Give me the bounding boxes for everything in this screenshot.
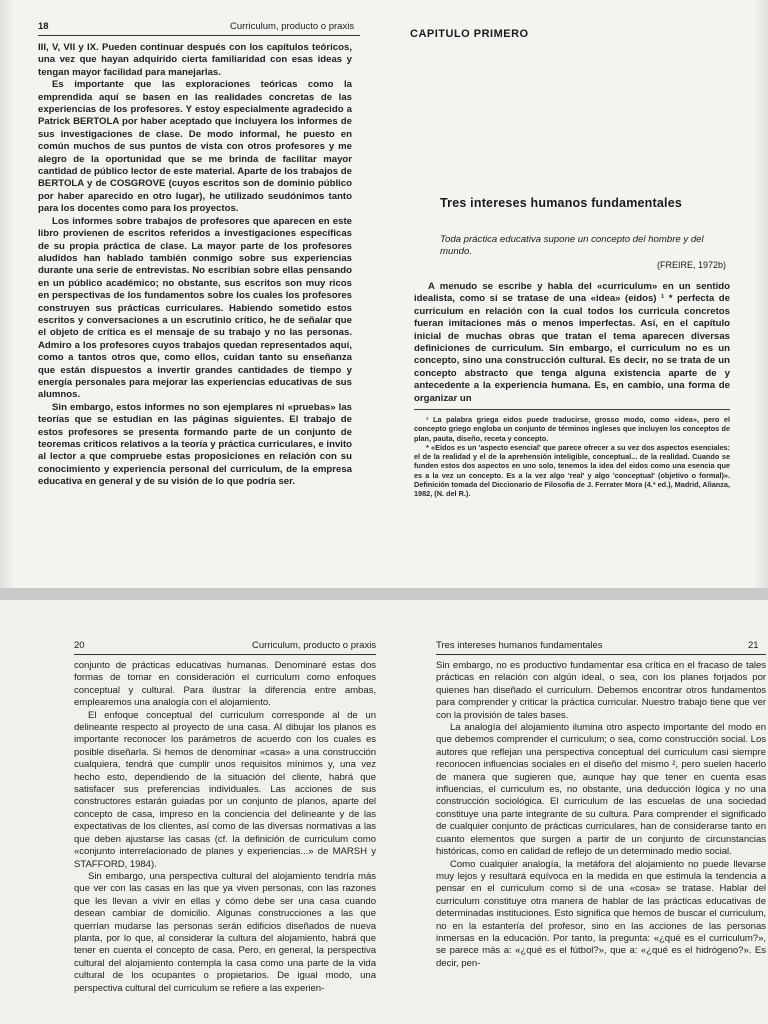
bottom-spread [0, 600, 768, 1024]
spread-separator [0, 588, 768, 600]
page-number: 21 [748, 640, 759, 651]
running-head-title: Curriculum, producto o praxis [252, 640, 377, 651]
section-title: Tres intereses humanos fundamentales [440, 196, 683, 210]
paragraph: conjunto de prácticas educativas humanas. Denominaré estas dos formas de tomar en consideración el curriculum como enfoques conceptual y cultural. Para ilustrar la diferencia entre ambas, emplearemos una analogía con el alojamiento. [74, 660, 376, 709]
header-rule [38, 35, 360, 36]
running-head-title: Curriculum, producto o praxis [230, 21, 355, 32]
running-head-title: Tres intereses humanos fundamentales [436, 640, 603, 651]
body-text [414, 281, 730, 405]
body-text [38, 42, 352, 489]
body-text [436, 660, 766, 970]
paragraph: Es importante que las exploraciones teóricas como la emprendida aquí se basen en las realidades concretas de las experiencias de los profesores. Y estoy especialmente agradecido a Patrick BERTOLA por haber aceptado que incluyera los informes de sus investigaciones de clase. De modo informal, he puesto en común muchos de sus puntos de vista con otros profesores y me alegro de la oportunidad que se me brinda de facilitar mayor cantidad de público lector de este material. Aparte de los trabajos de BERTOLA y de COSGROVE (cuyos escritos son de dominio público por haber aparecido en otro lugar), he utilizado seudónimos tanto para los docentes como para los proyectos. [38, 79, 352, 215]
paragraph: El enfoque conceptual del curriculum corresponde al de un delineante respecto al proyecto de una casa. Al dibujar los planos es importante reconocer los parámetros de acuerdo con los cuales es posible diseñarla. Si hemos de denominar «casa» a una construcción cualquiera, tendrá que cumplir unos requisitos mínimos y, una vez hecho esto, dependiendo de la situación del cliente, habrá que satisfacer sus preferencias individuales. Las acciones de sus constructores estarán guiadas por un conjunto de planos, aparte del concepto de casa, impreso en la conciencia del delineante y de las expectativas de los clientes, así como de las diversas normativas a las que deben ajustarse las casas (cf. la definición de curriculum como «conjunto interrelacionado de planes y experiencias...» de MARSH y STAFFORD, 1984). [74, 709, 376, 870]
page-number: 18 [38, 21, 49, 32]
footnote: ¹ La palabra griega eidos puede traducirse, grosso modo, como «idea», pero el concepto griego engloba un conjunto de términos ingleses que incluyen los conceptos de plan, pauta, diseño, receta y concepto. [414, 415, 730, 443]
paragraph: Como cualquier analogía, la metáfora del alojamiento no puede llevarse muy lejos y resultará equívoca en la medida en que estimula la tendencia a pensar en el curriculum como si de una «cosa» se tratase. Hablar del curriculum constituye otra manera de hablar de las prácticas educativas de determinadas instituciones. Esto significa que hemos de buscar el curriculum, no en la estantería del profesor, sino en las acciones de las personas inmersas en la educación. Por tanto, la pregunta: «¿qué es el curriculum?», se parece más a: «¿qué es el fútbol?», que a: «¿qué es el hidrógeno?». Es decir, pen- [436, 858, 766, 969]
page-edge-shadow [754, 0, 768, 588]
footnote: * «Eidos es un 'aspecto esencial' que parece ofrecer a su vez dos aspectos esenciales: el de la realidad y el de la aprehensión inteligible, conceptual... de la realidad. Cuando se funden estos dos aspectos en uno solo, tenemos la idea del eidos como una esencia que es a la vez un concepto. Es a la vez algo 'real' y algo 'conceptual' (objetivo o formal)». Definición tomada del Diccionario de Filosofía de J. Ferrater Mora (4.ª ed.), Madrid, Alianza, 1982, (N. del R.). [414, 442, 730, 499]
paragraph: Sin embargo, estos informes no son ejemplares ni «pruebas» las teorías que se estudian en las páginas siguientes. El trabajo de estos profesores se presenta formando parte de un conjunto de teoremas críticos relativos a la teoría y práctica curriculares, e invito al lector a que compruebe estas proposiciones en relación con su conocimiento y experiencia personal del curriculum, de la empresa educativa en general y de su visión de lo que podría ser. [38, 401, 352, 488]
paragraph: Los informes sobre trabajos de profesores que aparecen en este libro provienen de escritos referidos a investigaciones específicas de su propia práctica de clase. La mayor parte de los profesores aludidos han hablado también conmigo sobre sus experiencias durante una serie de entrevistas. No escribían sobre ellas pensando en un público académico; no obstante, sus escritos son muy ricos en perspectivas de los fundamentos sobre los cuales los profesores construyen sus prácticas curriculares. Habiendo sometido estos escritos y conversaciones a un escrutinio crítico, he de señalar que el objeto de crítica es el mensaje de su trabajo y no las personas. Admiro a los profesores cuyos trabajos quedan representados aquí, como a tantos otros que, como ellos, cuidan tanto su enseñanza que están dispuestos a invertir grandes cantidades de tiempo y energía personales para mejorar las experiencias educativas de sus alumnos. [38, 215, 352, 401]
page-19 [384, 0, 768, 588]
page-number: 20 [74, 640, 85, 651]
epigraph: Toda práctica educativa supone un concepto del hombre y del mundo. [440, 234, 704, 258]
paragraph: III, V, VII y IX. Pueden continuar después con los capítulos teóricos, una vez que hayan adquirido cierta familiaridad con esas ideas y tengan mayor facilidad para manejarlas. [38, 42, 352, 78]
footnotes [414, 415, 730, 499]
paragraph: Sin embargo, una perspectiva cultural del alojamiento tendría más que ver con las casas en las que ya viven personas, con las razones que les llevan a vivir en ellas y cómo debe ser una casa cuando desean cambiar de domicilio. Algunas construcciones a las que querrían mudarse las personas serán edificios diseñados de nueva planta, por lo que, al considerar la cultura del alojamiento, habrá que tener en cuenta el concepto de casa. Pero, en general, la perspectiva cultural del alojamiento contempla la casa como una parte de la vida cultural de los ocupantes o propietarios. De igual modo, una perspectiva cultural del curriculum se refiere a las experien- [74, 870, 376, 994]
header-rule [74, 654, 376, 655]
body-text [74, 660, 376, 995]
paragraph: La analogía del alojamiento ilumina otro aspecto importante del modo en que debemos comprender el curriculum; o sea, como construcción social. Los autores que reflejan una perspectiva conceptual del curriculum casi siempre reconocen influencias sociales en el diseño del mismo ², pero suelen hacerlo de manera que sugieren que, aunque hay que tener en cuenta esas influencias, el curriculum es, no obstante, una deducción lógica y no una construcción sociológica. El curriculum de las escuelas de una sociedad constituye una parte integrante de su cultura. Para comprender el significado de cualquier conjunto de prácticas curriculares, han de considerarse tanto en cuanto elementos que surgen a partir de un conjunto de circunstancias históricas, como en calidad de reflejo de un determinado medio social. [436, 722, 766, 858]
page-20 [0, 600, 384, 1024]
footnote-rule [414, 409, 730, 410]
chapter-heading: CAPITULO PRIMERO [410, 28, 529, 40]
page-18 [0, 0, 384, 588]
paragraph: Sin embargo, no es productivo fundamentar esa crítica en el fracaso de tales prácticas en relación con algún ideal, o sea, con los planes forjados por quienes han diseñado el curriculum. Debemos encontrar otros fundamentos para comprender y criticar la práctica curricular. Nuestro trabajo tiene que ver con la provisión de tales bases. [436, 660, 766, 721]
header-rule [436, 654, 766, 655]
paragraph: A menudo se escribe y habla del «curriculum» en un sentido idealista, como si se tratase de una «idea» (eidos) ¹ * perfecta de curriculum en relación con la cual todos los curricula concretos fueran imitaciones más o menos imperfectas. Así, en el capítulo inicial de muchas obras que tratan el tema aparecen diversas definiciones de curriculum. Sin embargo, el curriculum no es un concepto, sino una construcción cultural. Es decir, no se trata de un concepto abstracto que tenga alguna existencia aparte de y antecedente a la experiencia humana. Es, en cambio, una forma de organizar un [414, 281, 730, 404]
epigraph-source: (FREIRE, 1972b) [656, 260, 726, 270]
page-21 [384, 600, 768, 1024]
